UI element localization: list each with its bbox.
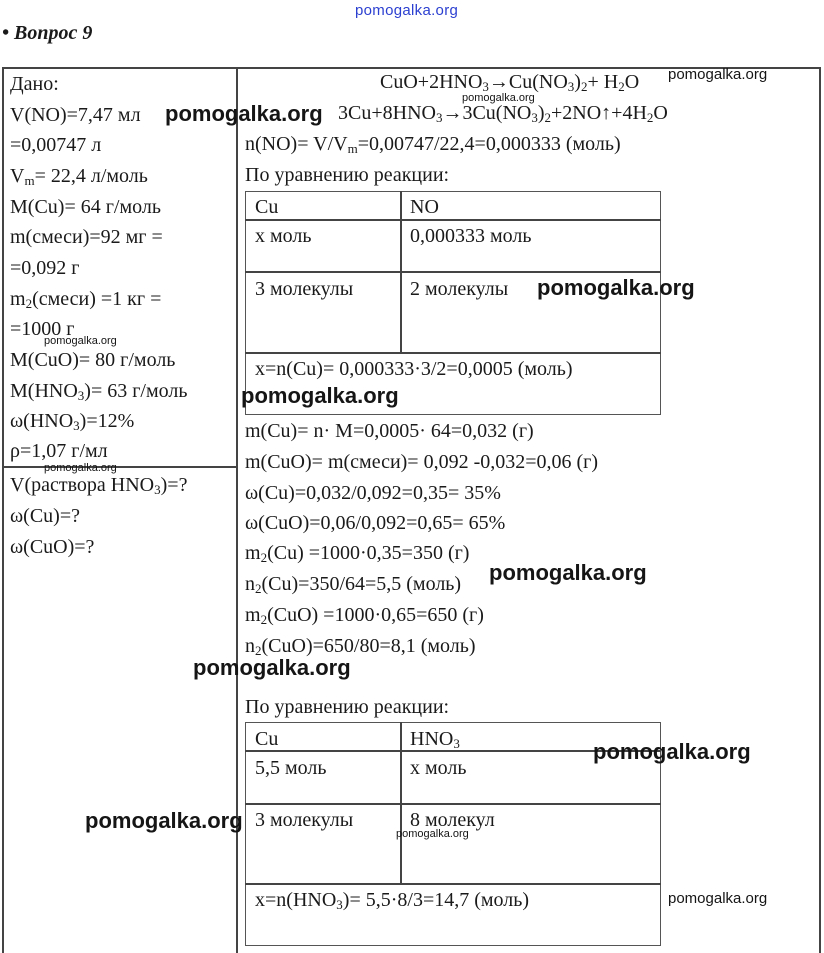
given-line: $V_m= 22,4$ л/моль bbox=[10, 165, 148, 188]
given-line: V(NO)=7,47 мл bbox=[10, 104, 141, 126]
watermark: pomogalka.org bbox=[165, 101, 323, 126]
given-line: $M(HNO_3)= 63$ г/моль bbox=[10, 380, 188, 403]
table-row-divider bbox=[245, 219, 661, 221]
table-col-divider bbox=[400, 191, 402, 353]
table-cell: 3 молекулы bbox=[255, 809, 354, 831]
equation-1: $CuO+2HNO_3\to Cu(NO_3)_2+ H_2O$ bbox=[380, 71, 640, 94]
given-line: $m_2(смеси) =1$ кг = bbox=[10, 288, 162, 311]
watermark: pomogalka.org bbox=[489, 560, 647, 585]
table-col-divider bbox=[400, 722, 402, 884]
watermark: pomogalka.org bbox=[44, 462, 117, 474]
find-line: ω(CuO)=? bbox=[10, 536, 95, 558]
frame-left-border bbox=[2, 67, 4, 953]
table-cell: 5,5 моль bbox=[255, 757, 327, 779]
calc-line: $m_2(CuO) =1000\cdot 0,65=650$ (г) bbox=[245, 604, 484, 627]
table-cell: 0,000333 моль bbox=[410, 225, 532, 247]
frame-right-border bbox=[819, 67, 821, 953]
table-row-divider bbox=[245, 352, 661, 354]
equation-2: $3Cu+8HNO_3\to 3Cu(NO_3)_2+2NO↑+4H_2O$ bbox=[338, 102, 668, 125]
table-header: NO bbox=[410, 196, 439, 218]
find-line: V(раствора $HNO_3)=$? bbox=[10, 474, 188, 497]
watermark: pomogalka.org bbox=[593, 739, 751, 764]
table-row-divider bbox=[245, 803, 661, 805]
given-find-divider bbox=[2, 466, 237, 468]
watermark: pomogalka.org bbox=[85, 808, 243, 833]
table-header: Cu bbox=[255, 196, 279, 218]
watermark: pomogalka.org bbox=[462, 92, 535, 104]
given-label: Дано: bbox=[10, 73, 59, 95]
given-line: M(CuO)= 80 г/моль bbox=[10, 349, 176, 371]
watermark: pomogalka.org bbox=[241, 383, 399, 408]
table-header: $HNO_3$ bbox=[410, 728, 460, 751]
table-result: $x=n(HNO_3)= 5,5\cdot 8/3=14,7$ (моль) bbox=[255, 889, 530, 912]
page-title: • Вопрос 9 bbox=[2, 22, 93, 44]
given-line: m(смеси)=92 мг = bbox=[10, 226, 163, 248]
given-line: =1000 г bbox=[10, 318, 75, 340]
given-line: $\omega(HNO_3)=12\%$ bbox=[10, 410, 135, 433]
watermark: pomogalka.org bbox=[537, 275, 695, 300]
calc-line: $n_2(Cu)=350/64=5,5$ (моль) bbox=[245, 573, 462, 596]
watermark: pomogalka.org bbox=[668, 890, 768, 907]
calc-line: m(Cu)= n· M=0,0005· 64=0,032 (г) bbox=[245, 420, 534, 442]
table-header: Cu bbox=[255, 728, 279, 750]
table-cell: 8 молекул bbox=[410, 809, 495, 831]
site-link-top[interactable]: pomogalka.org bbox=[355, 2, 459, 19]
by-equation-label: По уравнению реакции: bbox=[245, 164, 450, 186]
table-cell: 3 молекулы bbox=[255, 278, 354, 300]
table-cell: х моль bbox=[255, 225, 312, 247]
table-result: x=n(Cu)= 0,000333·3/2=0,0005 (моль) bbox=[255, 358, 573, 380]
watermark: pomogalka.org bbox=[396, 828, 469, 840]
given-line: =0,00747 л bbox=[10, 134, 102, 156]
calc-line: ω(CuO)=0,06/0,092=0,65= 65% bbox=[245, 512, 506, 534]
given-line: M(Cu)= 64 г/моль bbox=[10, 196, 161, 218]
table-row-divider bbox=[245, 271, 661, 273]
calc-line: ω(Cu)=0,032/0,092=0,35= 35% bbox=[245, 482, 501, 504]
given-line: =0,092 г bbox=[10, 257, 80, 279]
calc-line: $m_2(Cu) =1000\cdot 0,35=350$ (г) bbox=[245, 542, 470, 565]
find-line: ω(Cu)=? bbox=[10, 505, 80, 527]
calc-n-no: $n(NO)= V/V_m=0,00747/22,4=0,000333$ (моль) bbox=[245, 133, 621, 156]
given-line: ρ=1,07 г/мл bbox=[10, 440, 108, 462]
watermark: pomogalka.org bbox=[668, 66, 768, 83]
calc-line: m(CuO)= m(смеси)= 0,092 -0,032=0,06 (г) bbox=[245, 451, 599, 473]
table-row-divider bbox=[245, 883, 661, 885]
table-cell: х моль bbox=[410, 757, 467, 779]
calc-line: $n_2(CuO)=650/80=8,1$ (моль) bbox=[245, 635, 476, 658]
table-cell: 2 молекулы bbox=[410, 278, 509, 300]
watermark: pomogalka.org bbox=[193, 655, 351, 680]
watermark: pomogalka.org bbox=[44, 335, 117, 347]
by-equation-label: По уравнению реакции: bbox=[245, 696, 450, 718]
